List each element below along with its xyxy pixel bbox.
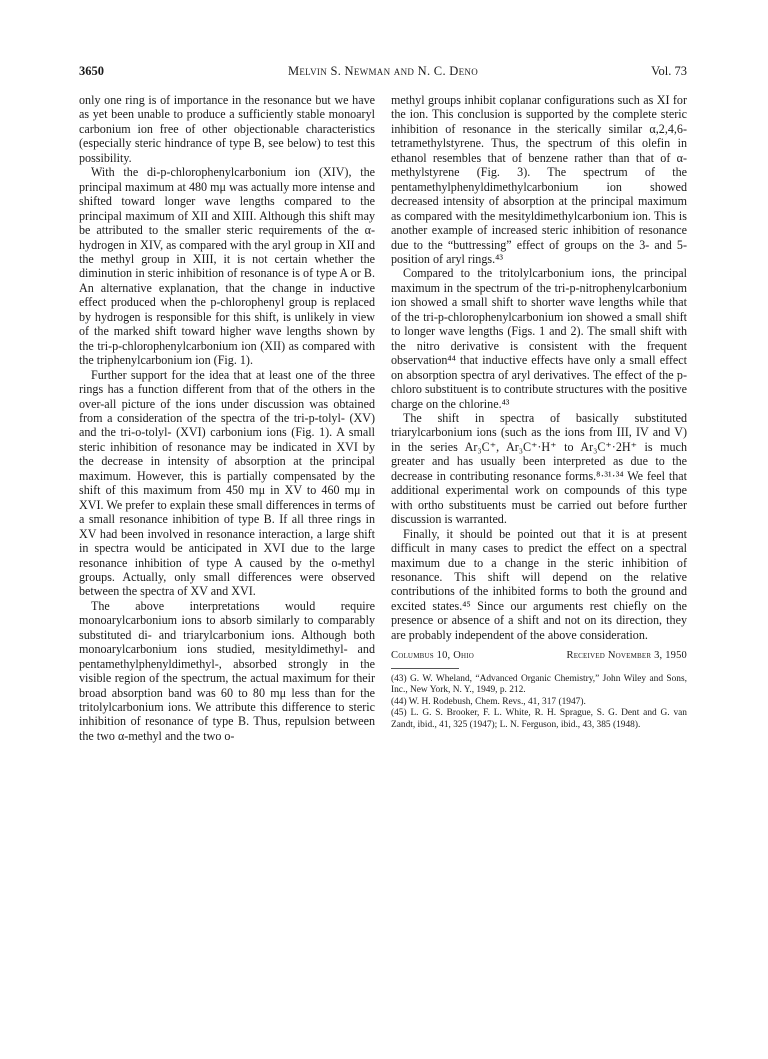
page-number: 3650 bbox=[79, 64, 104, 78]
signoff-received: Received November 3, 1950 bbox=[566, 650, 687, 662]
footnote: (45) L. G. S. Brooker, F. L. White, R. H. Sprague, S. G. Dent and G. van Zandt, ibid., 41, 325 (1947); L. N. Ferguson, ibid., 43, 385 (1948). bbox=[391, 708, 687, 731]
signoff-line bbox=[391, 649, 687, 663]
paragraph: Finally, it should be pointed out that it is at present difficult in many cases to predict the effect on a spectral maximum due to a change in the steric inhibition of resonance. This shift will depend on the relative contributions of the inhibited forms to both the ground and excited states.⁴⁵ Since our arguments rest chiefly on the presence or absence of a shift and not on its direction, they are probably independent of the above consideration. bbox=[391, 526, 687, 642]
left-column bbox=[79, 93, 375, 743]
right-column bbox=[391, 93, 687, 732]
running-authors: Melvin S. Newman and N. C. Deno bbox=[287, 64, 479, 78]
paragraph: Compared to the tritolylcarbonium ions, the principal maximum in the spectrum of the tri-p-nitrophenylcarbonium ion showed a small shift to shorter wave lengths while that of the tri-p-chlorophenylcarbonium ion showed a small shift to longer wave lengths (Figs. 1 and 2). The small shift with the nitro derivative is consistent with the frequent observation⁴⁴ that inductive effects have only a small effect on absorption spectra of aryl derivatives. The effect of the p-chloro substituent is to contribute structures with the positive charge on the chlorine.⁴³ bbox=[391, 266, 687, 411]
paragraph: methyl groups inhibit coplanar configurations such as XI for the ion. This conclusion is supported by the complete steric inhibition of resonance in the sterically similar α,2,4,6-tetramethylstyrene. Thus, the spectrum of this olefin in ethanol resembles that of benzene rather than that of α-methylstyrene (Fig. 3). The spectrum of the pentamethylphenyldimethylcarbonium ion showed decreased intensity of absorption at the principal maximum as compared with the mesityldimethylcarbonium ion. This is another example of increased steric inhibition of resonance due to the “buttressing” effect of groups on the 3- and 5-position of aryl rings.⁴³ bbox=[391, 93, 687, 266]
footnote: (43) G. W. Wheland, “Advanced Organic Chemistry,” John Wiley and Sons, Inc., New York, N. Y., 1949, p. 212. bbox=[391, 673, 687, 696]
paragraph: The shift in spectra of basically substituted triarylcarbonium ions (such as the ions from III, IV and V) in the series Ar₃C⁺, Ar₃C⁺·H⁺ to Ar₃C⁺·2H⁺ is much greater and has usually been interpreted as due to the decrease in contributing resonance forms.⁸·³¹·³⁴ We feel that additional experimental work on compounds of this type with ortho substituents must be carried out before further discussion is warranted. bbox=[391, 410, 687, 527]
paragraph: With the di-p-chlorophenylcarbonium ion (XIV), the principal maximum at 480 mμ was actually more intense and shifted toward longer wave lengths compared to the principal maximum of XII and XIII. Although this shift may be attributed to the smaller steric requirements of the α-hydrogen in XIV, as compared with the aryl group in XII and the methyl group in XIII, it is not certain whether the diminution in steric inhibition of resonance is of type A or B. An alternative explanation, that the change in inductive effect produced when the p-chlorophenyl group is replaced by hydrogen is responsible for this shift, is unlikely in view of the marked shift toward higher wave lengths shown by the tri-p-chlorophenylcarbonium ion (XII) as compared with the triphenylcarbonium ion (Fig. 1). bbox=[79, 165, 376, 368]
volume-label: Vol. 73 bbox=[651, 64, 687, 78]
footnote-rule bbox=[391, 668, 459, 669]
paragraph: only one ring is of importance in the resonance but we have as yet been unable to produce a sufficiently stable monoaryl carbonium ion free of other objectionable characteristics (especially steric hindrance of type B, see below) to test this possibility. bbox=[79, 93, 375, 165]
paragraph: The above interpretations would require monoarylcarbonium ions to absorb similarly to comparably substituted di- and triarylcarbonium ions. Although both monoarylcarbonium ions studied, mesityldimethyl- and pentamethylphenyldimethyl-, absorbed strongly in the visible region of the spectrum, the actual maximum for their broad absorption band was 60 to 80 mμ less than for the tritolylcarbonium ions. We attribute this difference to steric inhibition of resonance of type B. Thus, repulsion between the two α-methyl and the two o- bbox=[79, 598, 375, 743]
paragraph: Further support for the idea that at least one of the three rings has a function different from that of the others in the over-all picture of the ions under discussion was obtained from a consideration of the spectra of the tri-p-tolyl- (XV) and the tri-o-tolyl- (XVI) carbonium ions (Fig. 1). A small steric inhibition of resonance may be indicated in XVI by the decrease in intensity of absorption at the principal maximum. However, this is partially compensated by the shift of this maximum from 450 mμ in XV to 460 mμ in XVI. We prefer to explain these small differences in terms of a small resonance inhibition of type B. If all three rings in XV had been involved in resonance interaction, a large shift in spectra would be anticipated in XVI due to the large resonance inhibition of type A caused by the o-methyl groups. Actually, only small differences were observed between the spectra of XV and XVI. bbox=[79, 367, 375, 599]
footnote: (44) W. H. Rodebush, Chem. Revs., 41, 317 (1947). bbox=[391, 696, 586, 707]
running-header bbox=[79, 64, 687, 82]
signoff-location: Columbus 10, Ohio bbox=[391, 650, 475, 662]
